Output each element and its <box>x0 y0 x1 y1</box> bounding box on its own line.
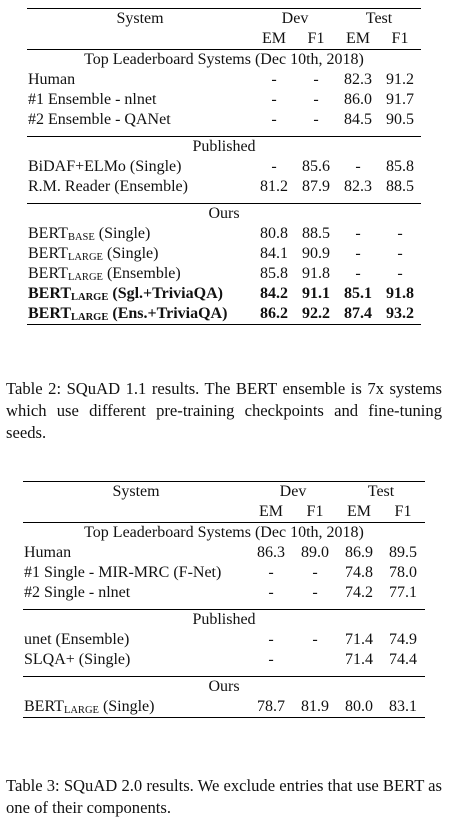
section-title-row <box>27 137 421 158</box>
table-row <box>27 110 421 130</box>
system-name <box>27 304 253 325</box>
header-f1: F1 <box>394 503 412 520</box>
section-title: Top Leaderboard Systems (Dec 10th, 2018) <box>23 523 425 544</box>
header-blank <box>23 502 249 523</box>
system-name-text: BERT <box>28 245 68 262</box>
system-name-text: BERT <box>28 265 68 282</box>
section-title-row <box>23 677 425 698</box>
table-row <box>27 157 421 177</box>
score-cell: 85.8 <box>260 265 288 282</box>
header-row-groups <box>27 9 421 30</box>
table-row <box>23 583 425 603</box>
header-f1: F1 <box>391 30 409 47</box>
score-cell: 91.8 <box>302 265 330 282</box>
table-row <box>23 650 425 670</box>
score-cell: 71.4 <box>345 651 373 668</box>
system-name-text: #2 Single - nlnet <box>24 584 131 601</box>
score-cell: 89.5 <box>389 544 417 561</box>
score-cell: - <box>355 245 361 262</box>
header-f1: F1 <box>306 503 324 520</box>
table-row <box>23 563 425 583</box>
system-name <box>27 177 253 197</box>
system-name-text: #1 Ensemble - nlnet <box>28 91 157 108</box>
system-name <box>27 70 253 90</box>
table-row <box>27 244 421 264</box>
section-title: Ours <box>27 204 421 225</box>
score-cell: 82.3 <box>344 178 372 195</box>
system-name-text: BiDAF+ELMo (Single) <box>28 158 182 175</box>
score-cell: - <box>271 71 277 88</box>
system-name <box>27 224 253 244</box>
table-row <box>27 70 421 90</box>
system-name <box>27 110 253 130</box>
score-cell: 84.2 <box>260 285 288 302</box>
score-cell: 85.1 <box>344 285 372 302</box>
score-cell: 91.1 <box>302 285 330 302</box>
score-cell: - <box>271 111 277 128</box>
header-row-metrics <box>27 29 421 50</box>
table-row <box>23 630 425 650</box>
score-cell: 84.5 <box>344 111 372 128</box>
score-cell: - <box>268 564 274 581</box>
score-cell: 83.1 <box>381 697 425 718</box>
table-row <box>27 177 421 197</box>
header-test: Test <box>337 482 425 503</box>
system-name <box>27 264 253 284</box>
system-name-text: #2 Ensemble - QANet <box>28 111 171 128</box>
score-cell: 81.2 <box>260 178 288 195</box>
system-name-text: R.M. Reader (Ensemble) <box>28 178 188 195</box>
squad11-results-table <box>27 8 421 325</box>
system-name-text: BERT <box>24 698 64 715</box>
score-cell: - <box>397 225 403 242</box>
score-cell: 87.4 <box>337 304 379 325</box>
system-name <box>23 563 249 583</box>
header-em: EM <box>259 503 283 520</box>
squad20-results-table <box>23 481 425 718</box>
score-cell: - <box>355 158 361 175</box>
score-cell: 90.9 <box>302 245 330 262</box>
score-cell: 82.3 <box>344 71 372 88</box>
section-title: Published <box>27 137 421 158</box>
score-cell: 85.6 <box>302 158 330 175</box>
score-cell: - <box>268 651 274 668</box>
score-cell: 78.7 <box>249 697 293 718</box>
score-cell: 74.8 <box>345 564 373 581</box>
system-name-text: BERT <box>28 305 72 322</box>
score-cell: 93.2 <box>379 304 421 325</box>
score-cell: 84.1 <box>260 245 288 262</box>
section-title-row <box>27 50 421 71</box>
system-name-suffix: (Single) <box>102 245 159 262</box>
system-name-text: SLQA+ (Single) <box>24 651 131 668</box>
score-cell: 77.1 <box>389 584 417 601</box>
system-name-subscript: LARGE <box>71 292 109 303</box>
score-cell: - <box>313 111 319 128</box>
header-f1: F1 <box>307 30 325 47</box>
header-dev: Dev <box>253 9 337 30</box>
score-cell: - <box>312 631 318 648</box>
system-name-text: Human <box>28 71 76 88</box>
score-cell: - <box>268 584 274 601</box>
score-cell: 74.4 <box>389 651 417 668</box>
section-title: Top Leaderboard Systems (Dec 10th, 2018) <box>27 50 421 71</box>
score-cell: - <box>312 584 318 601</box>
table2-caption: Table 2: SQuAD 1.1 results. The BERT ensemble is 7x systems which use different pre-training checkpoints and fine-tuning seeds. <box>6 379 442 442</box>
score-cell: 85.8 <box>386 158 414 175</box>
table-row <box>23 543 425 563</box>
header-row-groups <box>23 482 425 503</box>
system-name <box>23 543 249 563</box>
system-name <box>27 244 253 264</box>
system-name <box>27 90 253 110</box>
score-cell: - <box>355 265 361 282</box>
score-cell: 91.2 <box>386 71 414 88</box>
system-name <box>23 630 249 650</box>
score-cell: - <box>312 564 318 581</box>
score-cell: 88.5 <box>386 178 414 195</box>
system-name <box>27 157 253 177</box>
score-cell: 88.5 <box>302 225 330 242</box>
score-cell: 92.2 <box>295 304 337 325</box>
section-title-row <box>23 523 425 544</box>
system-name-text: Human <box>24 544 72 561</box>
score-cell: 89.0 <box>301 544 329 561</box>
score-cell: - <box>313 71 319 88</box>
system-name-subscript: LARGE <box>71 312 109 323</box>
system-name-subscript: LARGE <box>67 252 103 263</box>
section-title: Published <box>23 610 425 631</box>
table-row <box>27 90 421 110</box>
score-cell: - <box>271 158 277 175</box>
table-row <box>27 264 421 284</box>
system-name-subscript: LARGE <box>67 272 103 283</box>
score-cell: 80.0 <box>337 697 381 718</box>
system-name-text: BERT <box>28 225 68 242</box>
section-title: Ours <box>23 677 425 698</box>
score-cell: 74.2 <box>345 584 373 601</box>
system-name <box>27 284 253 304</box>
header-em: EM <box>347 503 371 520</box>
score-cell: - <box>355 225 361 242</box>
header-test: Test <box>337 9 421 30</box>
header-em: EM <box>346 30 370 47</box>
system-name-text: BERT <box>28 285 72 302</box>
score-cell: - <box>268 631 274 648</box>
system-name-text: #1 Single - MIR-MRC (F-Net) <box>24 564 222 581</box>
table-row <box>27 224 421 244</box>
header-row-metrics <box>23 502 425 523</box>
score-cell: 87.9 <box>302 178 330 195</box>
score-cell: 86.3 <box>257 544 285 561</box>
system-name <box>23 697 249 718</box>
system-name-suffix: (Sgl.+TriviaQA) <box>108 285 223 302</box>
table3-caption: Table 3: SQuAD 2.0 results. We exclude entries that use BERT as one of their components. <box>6 776 443 817</box>
score-cell <box>293 650 337 670</box>
score-cell: 86.0 <box>344 91 372 108</box>
score-cell: 91.7 <box>386 91 414 108</box>
score-cell: 91.8 <box>386 285 414 302</box>
system-name <box>23 650 249 670</box>
header-blank <box>27 29 253 50</box>
score-cell: 86.9 <box>345 544 373 561</box>
table-row <box>23 697 425 718</box>
score-cell: 86.2 <box>253 304 295 325</box>
score-cell: 71.4 <box>345 631 373 648</box>
score-cell: - <box>271 91 277 108</box>
section-title-row <box>27 204 421 225</box>
header-system: System <box>27 9 253 30</box>
system-name-suffix: (Single) <box>94 225 151 242</box>
system-name-text: unet (Ensemble) <box>24 631 130 648</box>
score-cell: - <box>397 265 403 282</box>
system-name <box>23 583 249 603</box>
system-name-suffix: (Ensemble) <box>102 265 181 282</box>
score-cell: 90.5 <box>386 111 414 128</box>
score-cell: 80.8 <box>260 225 288 242</box>
score-cell: - <box>397 245 403 262</box>
system-name-subscript: LARGE <box>63 705 99 716</box>
header-dev: Dev <box>249 482 337 503</box>
score-cell: - <box>313 91 319 108</box>
table-row <box>27 304 421 325</box>
system-name-suffix: (Ens.+TriviaQA) <box>108 305 228 322</box>
score-cell: 81.9 <box>293 697 337 718</box>
system-name-subscript: BASE <box>67 232 95 243</box>
score-cell: 74.9 <box>389 631 417 648</box>
table-row <box>27 284 421 304</box>
header-system: System <box>23 482 249 503</box>
score-cell: 78.0 <box>389 564 417 581</box>
system-name-suffix: (Single) <box>98 698 155 715</box>
section-title-row <box>23 610 425 631</box>
header-em: EM <box>262 30 286 47</box>
